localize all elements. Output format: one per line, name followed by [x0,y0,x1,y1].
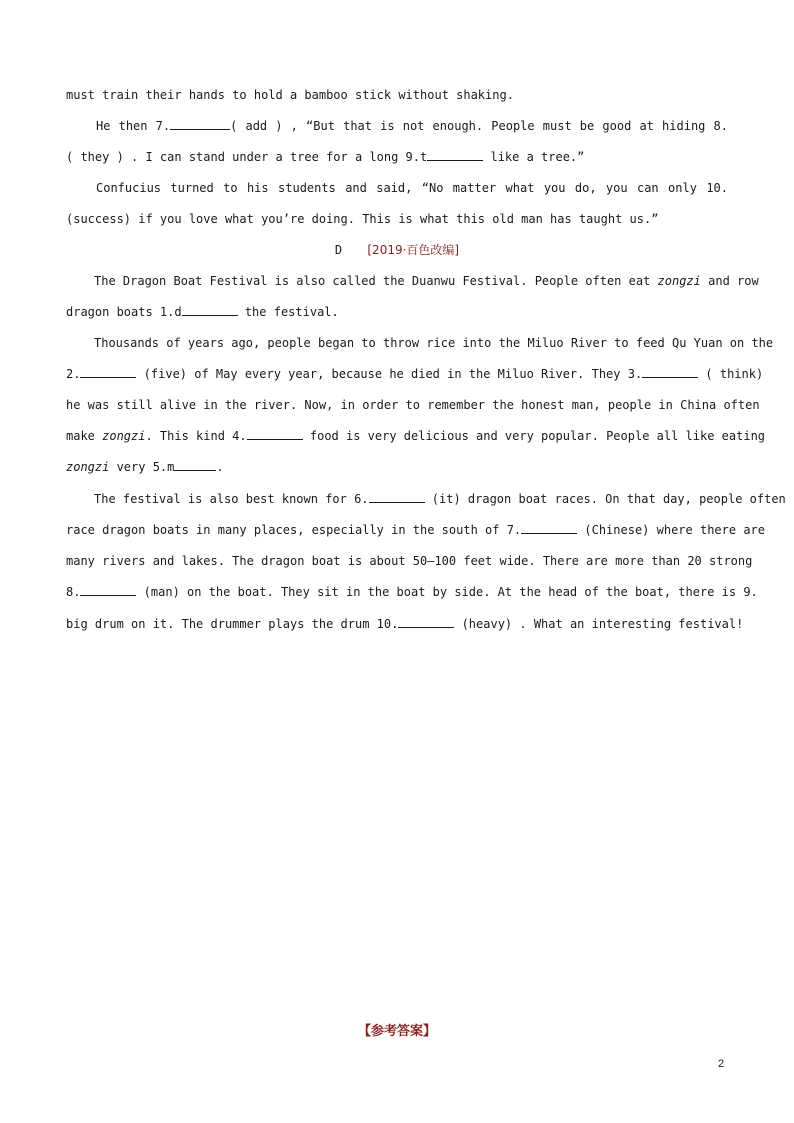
passage-line: 8. (man) on the boat. They sit in the boat by side. At the head of the boat, there is 9. [66,577,728,608]
answer-blank-5[interactable] [174,457,216,471]
answer-blank-7[interactable] [170,116,230,130]
page-number: 2 [718,1058,725,1070]
passage-line: make zongzi. This kind 4. food is very delicious and very popular. People all like eating [66,421,728,452]
passage-line: he was still alive in the river. Now, in order to remember the honest man, people in China often [66,398,760,412]
section-letter: D [334,243,343,257]
prev-line-3: ( they ) . I can stand under a tree for a long 9.t like a tree.” [66,142,728,173]
answer-blank-6[interactable] [369,489,425,503]
passage-line: big drum on it. The drummer plays the drum 10. (heavy) . What an interesting festival! [66,609,728,640]
prev-line-1: must train their hands to hold a bamboo stick without shaking. [66,88,514,102]
section-header [66,235,728,266]
passage-line: 2. (five) of May every year, because he died in the Miluo River. They 3. ( think) [66,359,728,390]
prev-line-4: Confucius turned to his students and said, “No matter what you do, you can only 10. [96,181,728,195]
passage-line: The festival is also best known for 6. (it) dragon boat races. On that day, people often [94,484,728,515]
answers-heading: 【参考答案】 [357,1024,436,1039]
passage-line: race dragon boats in many places, especially in the south of 7. (Chinese) where there are [66,515,728,546]
passage-line: Thousands of years ago, people began to throw rice into the Miluo River to feed Qu Yuan on the [94,336,774,350]
prev-line-2: He then 7. ( add ) , “But that is not enough. People must be good at hiding 8. [96,111,728,142]
passage-line: dragon boats 1.d the festival. [66,297,728,328]
answer-blank-1[interactable] [182,302,238,316]
answer-blank-7b[interactable] [521,520,577,534]
passage-line: The Dragon Boat Festival is also called the Duanwu Festival. People often eat zongzi and row [94,274,759,288]
answer-blank-8[interactable] [80,582,136,596]
answer-blank-2[interactable] [80,364,136,378]
prev-line-5: (success) if you love what you’re doing. This is what this old man has taught us.” [66,212,659,226]
passage-line: many rivers and lakes. The dragon boat is about 50—100 feet wide. There are more than 20 strong [66,554,753,568]
answer-blank-9[interactable] [427,147,483,161]
answer-blank-4[interactable] [247,426,303,440]
passage-line: zongzi very 5.m . [66,452,728,483]
answer-blank-10[interactable] [398,614,454,628]
answer-blank-3[interactable] [642,364,698,378]
section-source: [2019·百色改编] [367,243,460,257]
